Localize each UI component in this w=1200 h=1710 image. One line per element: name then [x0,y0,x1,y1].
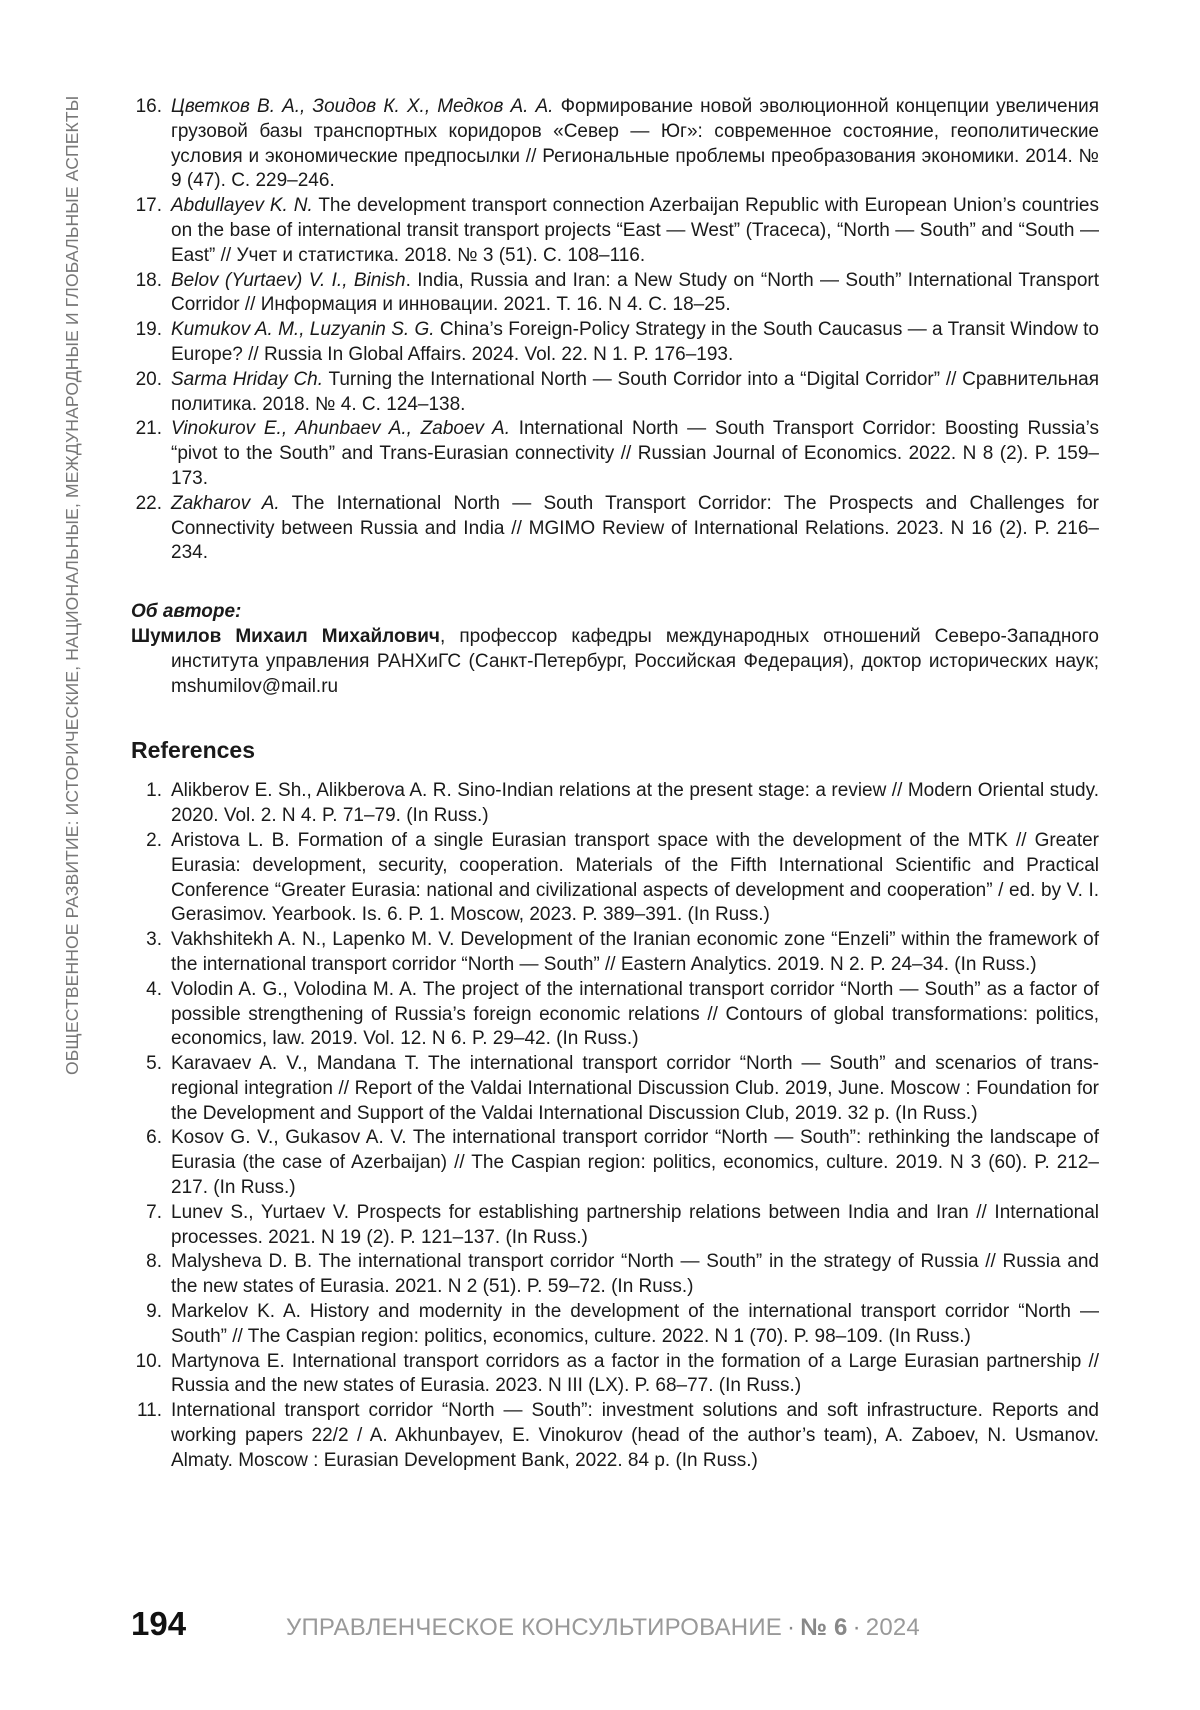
reference-entry [131,1399,1099,1473]
about-author-heading: Об авторе: [131,600,1099,625]
separator-dot: · [848,1614,866,1641]
journal-running-title [286,1614,920,1642]
reference-entry [131,829,1099,928]
reference-entry [131,978,1099,1052]
about-author-paragraph [131,625,1099,699]
entry-number: 17. [131,194,162,219]
entry-text: International North — South Transport Corridor: Boosting Russia’s “pivot to the South” and Trans-Eurasian connectivity // Russian Journal of Economics. 2022. N 8 (2). P. 159–173. [171,418,1099,489]
entry-number: 16. [131,95,162,120]
issue-year: 2024 [866,1614,920,1641]
separator-dot: · [782,1614,800,1641]
entry-authors: Kumukov A. M., Luzyanin S. G. [171,319,435,340]
issue-number: № 6 [800,1614,847,1641]
references-list [131,779,1099,1473]
about-author [131,600,1099,699]
entry-number: 3. [131,928,162,953]
entry-authors: Belov (Yurtaev) V. I., Binish [171,270,406,291]
entry-number: 9. [131,1300,162,1325]
entry-authors: Цветков В. А., Зоидов К. Х., Медков А. А. [171,96,553,117]
reference-entry [131,1201,1099,1251]
entry-number: 8. [131,1250,162,1275]
reference-entry [131,779,1099,829]
entry-number: 6. [131,1126,162,1151]
reference-entry [131,1300,1099,1350]
entry-text: . India, Russia and Iran: a New Study on “North — South” International Transport Corridor // Информация и инновации. 2021. Т. 16. N 4. С. 18–25. [171,270,1099,316]
entry-text: Lunev S., Yurtaev V. Prospects for establishing partnership relations between India and Iran // International processes. 2021. N 19 (2). P. 121–137. (In Russ.) [171,1202,1099,1248]
entry-authors: Abdullayev K. N. [171,195,313,216]
reference-entry [131,1126,1099,1200]
bibliography-entry [131,492,1099,566]
bibliography-entry [131,318,1099,368]
references-heading: References [131,737,1099,764]
reference-entry [131,1052,1099,1126]
running-section-title: ОБЩЕСТВЕННОЕ РАЗВИТИЕ: ИСТОРИЧЕСКИЕ, НАЦИОНАЛЬНЫЕ, МЕЖДУНАРОДНЫЕ И ГЛОБАЛЬНЫЕ АСПЕКТЫ [62,96,83,1075]
entry-number: 22. [131,492,162,517]
entry-text: Alikberov E. Sh., Alikberova A. R. Sino-Indian relations at the present stage: a review // Modern Oriental study. 2020. Vol. 2. N 4. P. 71–79. (In Russ.) [171,780,1099,826]
entry-number: 7. [131,1201,162,1226]
entry-number: 10. [131,1350,162,1375]
entry-number: 20. [131,368,162,393]
author-details: , профессор кафедры международных отношений Северо-Западного института управления РАНХиГС (Санкт-Петербург, Российская Федерация), доктор исторических наук; mshumilov@mail.ru [171,626,1099,697]
entry-text: The development transport connection Azerbaijan Republic with European Union’s countries on the base of international transit transport projects “East — West” (Traceca), “North — South” and “South — East” // Учет и статистика. 2018. № 3 (51). С. 108–116. [171,195,1099,266]
page-content [131,95,1099,1474]
bibliography-entry [131,417,1099,491]
entry-number: 11. [131,1399,162,1424]
entry-text: Vakhshitekh A. N., Lapenko M. V. Development of the Iranian economic zone “Enzeli” within the framework of the international transport corridor “North — South” // Eastern Analytics. 2019. N 2. P. 24–34. (In Russ.) [171,929,1099,975]
entry-authors: Sarma Hriday Ch. [171,369,323,390]
bibliography-entry [131,95,1099,194]
entry-text: Karavaev A. V., Mandana T. The international transport corridor “North — South” and scenarios of trans-regional integration // Report of the Valdai International Discussion Club. 2019, June. Moscow : Foundation for the Development and Support of the Valdai International Discussion Club, 2019. 32 p. (In Russ.) [171,1053,1099,1124]
entry-text: Aristova L. B. Formation of a single Eurasian transport space with the development of the MTK // Greater Eurasia: development, security, cooperation. Materials of the Fifth International Scientific and Practical Conference “Greater Eurasia: national and civilizational aspects of development and cooperation” / ed. by V. I. Gerasimov. Yearbook. Is. 6. P. 1. Moscow, 2023. P. 389–391. (In Russ.) [171,830,1099,925]
entry-text: Turning the International North — South Corridor into a “Digital Corridor” // Сравнительная политика. 2018. № 4. С. 124–138. [171,369,1099,415]
page-number: 194 [131,1605,286,1643]
bibliography-continued [131,95,1099,566]
bibliography-entry [131,194,1099,268]
entry-text: Volodin A. G., Volodina M. A. The project of the international transport corridor “North — South” as a factor of possible strengthening of Russia’s foreign economic relations // Contours of global transformations: politics, economics, law. 2019. Vol. 12. N 6. P. 29–42. (In Russ.) [171,979,1099,1050]
entry-text: Martynova E. International transport corridors as a factor in the formation of a Large Eurasian partnership // Russia and the new states of Eurasia. 2023. N III (LX). P. 68–77. (In Russ.) [171,1351,1099,1397]
entry-text: Markelov K. A. History and modernity in the development of the international transport corridor “North — South” // The Caspian region: politics, economics, culture. 2022. N 1 (70). P. 98–109. (In Russ.) [171,1301,1099,1347]
entry-number: 21. [131,417,162,442]
reference-entry [131,928,1099,978]
bibliography-entry [131,269,1099,319]
entry-number: 4. [131,978,162,1003]
entry-number: 2. [131,829,162,854]
entry-number: 18. [131,269,162,294]
page-footer [131,1605,1071,1643]
entry-text: Malysheva D. B. The international transport corridor “North — South” in the strategy of Russia // Russia and the new states of Eurasia. 2021. N 2 (51). P. 59–72. (In Russ.) [171,1251,1099,1297]
author-name: Шумилов Михаил Михайлович [131,626,440,647]
bibliography-entry [131,368,1099,418]
entry-text: The International North — South Transport Corridor: The Prospects and Challenges for Connectivity between Russia and India // MGIMO Review of International Relations. 2023. N 16 (2). P. 216–234. [171,493,1099,564]
entry-text: International transport corridor “North — South”: investment solutions and soft infrastructure. Reports and working papers 22/2 / A. Akhunbayev, E. Vinokurov (head of the author’s team), A. Zaboev, N. Usmanov. Almaty. Moscow : Eurasian Development Bank, 2022. 84 p. (In Russ.) [171,1400,1099,1471]
entry-authors: Zakharov A. [171,493,280,514]
entry-number: 5. [131,1052,162,1077]
reference-entry [131,1250,1099,1300]
entry-number: 1. [131,779,162,804]
entry-number: 19. [131,318,162,343]
entry-text: China’s Foreign-Policy Strategy in the South Caucasus — a Transit Window to Europe? // Russia In Global Affairs. 2024. Vol. 22. N 1. P. 176–193. [171,319,1099,365]
reference-entry [131,1350,1099,1400]
entry-authors: Vinokurov E., Ahunbaev A., Zaboev A. [171,418,510,439]
journal-name: УПРАВЛЕНЧЕСКОЕ КОНСУЛЬТИРОВАНИЕ [286,1614,782,1641]
entry-text: Kosov G. V., Gukasov A. V. The international transport corridor “North — South”: rethinking the landscape of Eurasia (the case of Azerbaijan) // The Caspian region: politics, economics, culture. 2019. N 3 (60). P. 212–217. (In Russ.) [171,1127,1099,1198]
entry-text: Формирование новой эволюционной концепции увеличения грузовой базы транспортных коридоров «Север — Юг»: современное состояние, геополитические условия и экономические предпосылки // Региональные проблемы преобразования экономики. 2014. № 9 (47). С. 229–246. [171,96,1099,191]
